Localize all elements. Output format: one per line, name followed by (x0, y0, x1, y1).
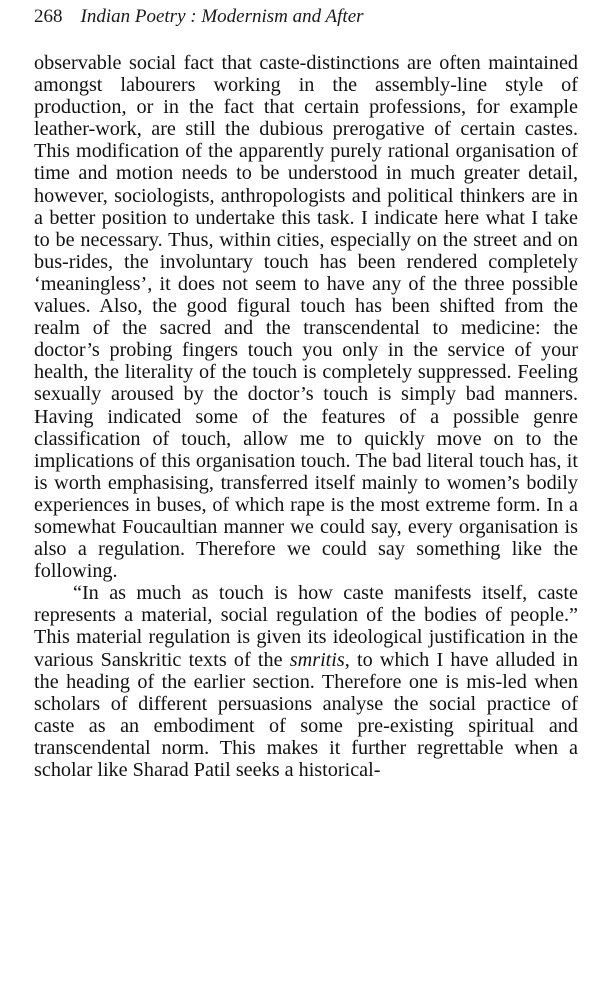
page-body (34, 52, 578, 781)
page-number: 268 (34, 6, 63, 27)
body-paragraph-quotation (34, 582, 578, 781)
italic-term: smritis (289, 648, 345, 671)
running-title: Indian Poetry : Modernism and After (80, 6, 364, 27)
body-paragraph: observable social fact that caste-distinctions are often maintained amongst labourers working in the assembly-line style of production, or in the fact that certain professions, for example leather-work, are still the dubious prerogative of certain castes. This modification of the apparently purely rational organisation of time and motion needs to be understood in much greater detail, however, sociologists, anthropologists and political thinkers are in a better position to undertake this task. I indicate here what I take to be necessary. Thus, within cities, especially on the street and on bus-rides, the involuntary touch has been rendered completely ‘meaningless’, it does not seem to have any of the three possible values. Also, the good figural touch has been shifted from the realm of the sacred and the transcendental to medicine: the doctor’s probing fingers touch you only in the service of your health, the literality of the touch is completely suppressed. Feeling sexually aroused by the doctor’s touch is simply bad manners. Having indicated some of the features of a possible genre classification of touch, allow me to quickly move on to the implications of this organisation touch. The bad literal touch has, it is worth emphasising, transferred itself mainly to women’s bodily experiences in buses, of which rape is the most extreme form. In a somewhat Foucaultian manner we could say, every organisation is also a regulation. Therefore we could say something like the following. (34, 52, 578, 583)
paragraph-text: “In as much as touch is how caste manifests itself, caste represents a material, social regulation of the bodies of people.” This material regulation is given its ideological justification in the various Sanskritic texts of the (34, 582, 578, 671)
running-head (34, 6, 580, 34)
paragraph-text-continued: , to which I have alluded in the heading of the earlier section. Therefore one is mis-led when scholars of different persuasions analyse the social practice of caste as an embodiment of some pre-existing spiritual and transcendental norm. This makes it further regrettable when a scholar like Sharad Patil seeks a historical- (34, 648, 578, 781)
